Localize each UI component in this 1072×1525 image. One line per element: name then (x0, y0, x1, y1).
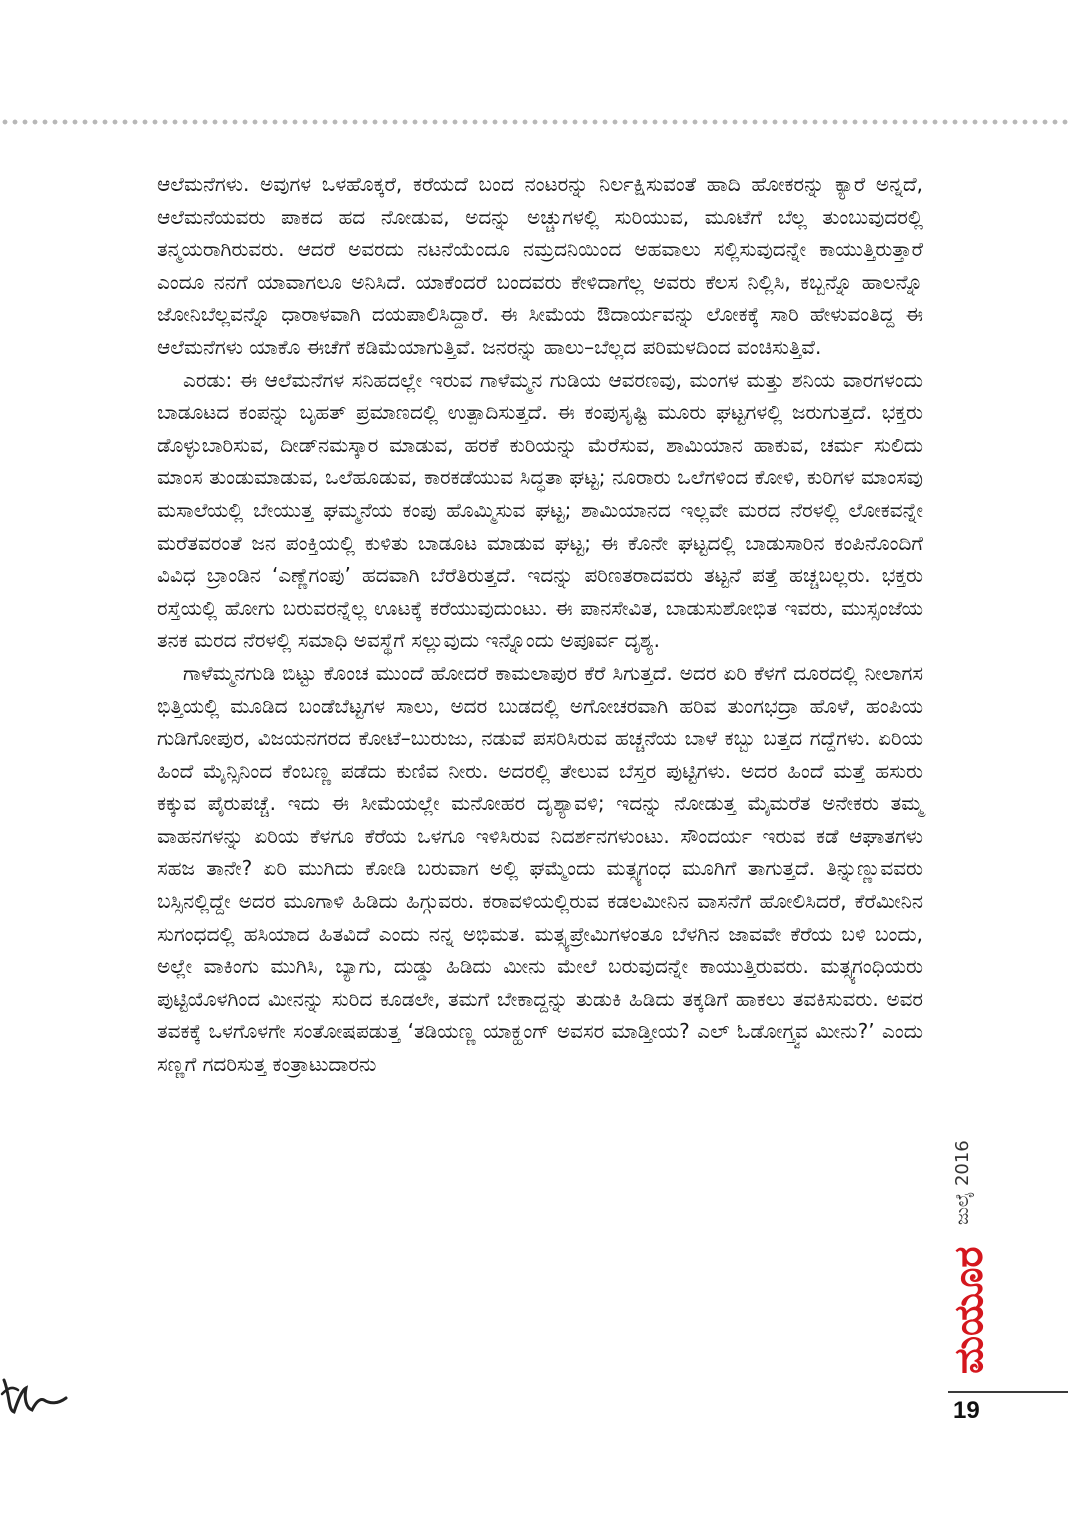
signature-scribble-icon (0, 1350, 80, 1430)
article-body (157, 168, 923, 1081)
paragraph-2: ಎರಡು: ಈ ಆಲೆಮನೆಗಳ ಸನಿಹದಲ್ಲೇ ಇರುವ ಗಾಳೆಮ್ಮನ ಗುಡಿಯ ಆವರಣವು, ಮಂಗಳ ಮತ್ತು ಶನಿಯ ವಾರಗಳಂದು ಬಾಡೂಟದ ಕಂಪನ್ನು ಬೃಹತ್ ಪ್ರಮಾಣದಲ್ಲಿ ಉತ್ಪಾದಿಸುತ್ತದೆ. ಈ ಕಂಪುಸೃಷ್ಟಿ ಮೂರು ಘಟ್ಟಗಳಲ್ಲಿ ಜರುಗುತ್ತದೆ. ಭಕ್ತರು ಡೊಳ್ಳುಬಾರಿಸುವ, ದೀಡ್‌ನಮಸ್ಕಾರ ಮಾಡುವ, ಹರಕೆ ಕುರಿಯನ್ನು ಮೆರೆಸುವ, ಶಾಮಿಯಾನ ಹಾಕುವ, ಚರ್ಮ ಸುಲಿದು ಮಾಂಸ ತುಂಡುಮಾಡುವ, ಒಲೆಹೂಡುವ, ಕಾರಕಡೆಯುವ ಸಿದ್ಧತಾ ಘಟ್ಟ; ನೂರಾರು ಒಲೆಗಳಿಂದ ಕೋಳಿ, ಕುರಿಗಳ ಮಾಂಸವು ಮಸಾಲೆಯಲ್ಲಿ ಬೇಯುತ್ತ ಘಮ್ಮನೆಯ ಕಂಪು ಹೊಮ್ಮಿಸುವ ಘಟ್ಟ; ಶಾಮಿಯಾನದ ಇಲ್ಲವೇ ಮರದ ನೆರಳಲ್ಲಿ ಲೋಕವನ್ನೇ ಮರೆತವರಂತೆ ಜನ ಪಂಕ್ತಿಯಲ್ಲಿ ಕುಳಿತು ಬಾಡೂಟ ಮಾಡುವ ಘಟ್ಟ; ಈ ಕೊನೇ ಘಟ್ಟದಲ್ಲಿ ಬಾಡುಸಾರಿನ ಕಂಪಿನೊಂದಿಗೆ ವಿವಿಧ ಬ್ರಾಂಡಿನ ‘ಎಣ್ಣೆಗಂಪು’ ಹದವಾಗಿ ಬೆರೆತಿರುತ್ತದೆ. ಇದನ್ನು ಪರಿಣತರಾದವರು ತಟ್ಟನೆ ಪತ್ತೆ ಹಚ್ಚಬಲ್ಲರು. ಭಕ್ತರು ರಸ್ತೆಯಲ್ಲಿ ಹೋಗು ಬರುವರನ್ನೆಲ್ಲ ಊಟಕ್ಕೆ ಕರೆಯುವುದುಂಟು. ಈ ಪಾನಸೇವಿತ, ಬಾಡುಸುಶೋಭಿತ ಇವರು, ಮುಸ್ಸಂಜೆಯ ತನಕ ಮರದ ನೆರಳಲ್ಲಿ ಸಮಾಧಿ ಅವಸ್ಥೆಗೆ ಸಲ್ಲುವುದು ಇನ್ನೊಂದು ಅಪೂರ್ವ ದೃಶ್ಯ. (157, 367, 923, 653)
dotted-top-rule (0, 118, 1072, 126)
paragraph-1: ಆಲೆಮನೆಗಳು. ಅವುಗಳ ಒಳಹೊಕ್ಕರೆ, ಕರೆಯದೆ ಬಂದ ನಂಟರನ್ನು ನಿರ್ಲಕ್ಷಿಸುವಂತೆ ಹಾದಿ ಹೋಕರನ್ನು ಕ್ಯಾರೆ ಅನ್ನದೆ, ಆಲೆಮನೆಯವರು ಪಾಕದ ಹದ ನೋಡುವ, ಅದನ್ನು ಅಚ್ಚುಗಳಲ್ಲಿ ಸುರಿಯುವ, ಮೂಟೆಗೆ ಬೆಲ್ಲ ತುಂಬುವುದರಲ್ಲಿ ತನ್ಮಯರಾಗಿರುವರು. ಆದರೆ ಅವರದು ನಟನೆಯೆಂದೂ ನಮ್ರದನಿಯಿಂದ ಅಹವಾಲು ಸಲ್ಲಿಸುವುದನ್ನೇ ಕಾಯುತ್ತಿರುತ್ತಾರೆ ಎಂದೂ ನನಗೆ ಯಾವಾಗಲೂ ಅನಿಸಿದೆ. ಯಾಕೆಂದರೆ ಬಂದವರು ಕೇಳಿದಾಗೆಲ್ಲ ಅವರು ಕೆಲಸ ನಿಲ್ಲಿಸಿ, ಕಬ್ಬನ್ನೊ ಹಾಲನ್ನೊ ಜೋನಿಬೆಲ್ಲವನ್ನೊ ಧಾರಾಳವಾಗಿ ದಯಪಾಲಿಸಿದ್ದಾರೆ. ಈ ಸೀಮೆಯ ಔದಾರ್ಯವನ್ನು ಲೋಕಕ್ಕೆ ಸಾರಿ ಹೇಳುವಂತಿದ್ದ ಈ ಆಲೆಮನೆಗಳು ಯಾಕೊ ಈಚೆಗೆ ಕಡಿಮೆಯಾಗುತ್ತಿವೆ. ಜನರನ್ನು ಹಾಲು–ಬೆಲ್ಲದ ಪರಿಮಳದಿಂದ ವಂಚಿಸುತ್ತಿವೆ. (157, 172, 923, 359)
issue-date: ಜುಲೈ 2016 (952, 1140, 973, 1225)
page-number: 19 (953, 1397, 980, 1424)
magazine-logo: ಮಯೂರ (946, 1246, 992, 1374)
page-number-rule (948, 1391, 1068, 1393)
paragraph-3: ಗಾಳೆಮ್ಮನಗುಡಿ ಬಿಟ್ಟು ಕೊಂಚ ಮುಂದೆ ಹೋದರೆ ಕಾಮಲಾಪುರ ಕೆರೆ ಸಿಗುತ್ತದೆ. ಅದರ ಏರಿ ಕೆಳಗೆ ದೂರದಲ್ಲಿ ನೀಲಾಗಸ ಭಿತ್ತಿಯಲ್ಲಿ ಮೂಡಿದ ಬಂಡೆಬೆಟ್ಟಗಳ ಸಾಲು, ಅದರ ಬುಡದಲ್ಲಿ ಅಗೋಚರವಾಗಿ ಹರಿವ ತುಂಗಭದ್ರಾ ಹೊಳೆ, ಹಂಪಿಯ ಗುಡಿಗೋಪುರ, ವಿಜಯನಗರದ ಕೋಟೆ–ಬುರುಜು, ನಡುವೆ ಪಸರಿಸಿರುವ ಹಚ್ಚನೆಯ ಬಾಳೆ ಕಬ್ಬು ಬತ್ತದ ಗದ್ದೆಗಳು. ಏರಿಯ ಹಿಂದೆ ಮೈನ್ಸಿನಿಂದ ಕೆಂಬಣ್ಣ ಪಡೆದು ಕುಣಿವ ನೀರು. ಅದರಲ್ಲಿ ತೇಲುವ ಬೆಸ್ತರ ಪುಟ್ಟಿಗಳು. ಅದರ ಹಿಂದೆ ಮತ್ತೆ ಹಸುರು ಕಕ್ಕುವ ಪೈರುಪಚ್ಚೆ. ಇದು ಈ ಸೀಮೆಯಲ್ಲೇ ಮನೋಹರ ದೃಶ್ಯಾವಳಿ; ಇದನ್ನು ನೋಡುತ್ತ ಮೈಮರೆತ ಅನೇಕರು ತಮ್ಮ ವಾಹನಗಳನ್ನು ಏರಿಯ ಕೆಳಗೂ ಕೆರೆಯ ಒಳಗೂ ಇಳಿಸಿರುವ ನಿದರ್ಶನಗಳುಂಟು. ಸೌಂದರ್ಯ ಇರುವ ಕಡೆ ಆಘಾತಗಳು ಸಹಜ ತಾನೇ? ಏರಿ ಮುಗಿದು ಕೋಡಿ ಬರುವಾಗ ಅಲ್ಲಿ ಘಮ್ಮೆಂದು ಮತ್ಸ್ಯಗಂಧ ಮೂಗಿಗೆ ತಾಗುತ್ತದೆ. ತಿನ್ನುಣ್ಣುವವರು ಬಸ್ಸಿನಲ್ಲಿದ್ದೇ ಅದರ ಮೂಗಾಳಿ ಹಿಡಿದು ಹಿಗ್ಗುವರು. ಕರಾವಳಿಯಲ್ಲಿರುವ ಕಡಲಮೀನಿನ ವಾಸನೆಗೆ ಹೋಲಿಸಿದರೆ, ಕೆರೆಮೀನಿನ ಸುಗಂಧದಲ್ಲಿ ಹಸಿಯಾದ ಹಿತವಿದೆ ಎಂದು ನನ್ನ ಅಭಿಮತ. ಮತ್ಸ್ಯಪ್ರೇಮಿಗಳಂತೂ ಬೆಳಗಿನ ಜಾವವೇ ಕೆರೆಯ ಬಳಿ ಬಂದು, ಅಲ್ಲೇ ವಾಕಿಂಗು ಮುಗಿಸಿ, ಬ್ಯಾಗು, ದುಡ್ಡು ಹಿಡಿದು ಮೀನು ಮೇಲೆ ಬರುವುದನ್ನೇ ಕಾಯುತ್ತಿರುವರು. ಮತ್ಸ್ಯಗಂಧಿಯರು ಪುಟ್ಟಿಯೊಳಗಿಂದ ಮೀನನ್ನು ಸುರಿದ ಕೂಡಲೇ, ತಮಗೆ ಬೇಕಾದ್ದನ್ನು ತುಡುಕಿ ಹಿಡಿದು ತಕ್ಕಡಿಗೆ ಹಾಕಲು ತವಕಿಸುವರು. ಅವರ ತವಕಕ್ಕೆ ಒಳಗೊಳಗೇ ಸಂತೋಷಪಡುತ್ತ ‘ತಡಿಯಣ್ಣ ಯಾಕ್ಹಂಗ್ ಅವಸರ ಮಾಡ್ತೀಯ? ಎಲ್ ಓಡೋಗ್ತ್ವವ ಮೀನು?’ ಎಂದು ಸಣ್ಣಗೆ ಗದರಿಸುತ್ತ ಕಂತ್ರಾಟುದಾರನು (157, 660, 923, 1077)
